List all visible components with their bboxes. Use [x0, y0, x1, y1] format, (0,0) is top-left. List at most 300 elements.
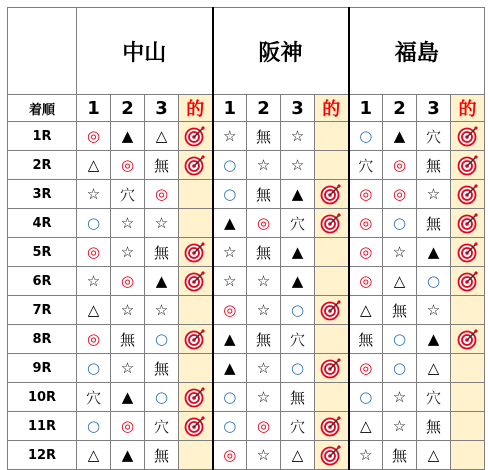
mark-cell [417, 383, 451, 412]
mark-cell [111, 296, 145, 325]
mark-cell [247, 151, 281, 180]
hit-cell [315, 325, 349, 354]
mark-cell [111, 122, 145, 151]
race-label: 9R [8, 354, 77, 383]
mark-symbol: ○ [392, 330, 407, 348]
mark-symbol: 穴 [425, 127, 441, 146]
mark-cell [417, 151, 451, 180]
col-3: 3 [145, 95, 179, 122]
hit-cell [315, 296, 349, 325]
mark-symbol: 穴 [289, 330, 305, 349]
mark-cell [349, 267, 383, 296]
mark-cell [281, 122, 315, 151]
mark-symbol: ◎ [359, 185, 373, 203]
mark-cell [77, 209, 111, 238]
mark-cell [247, 354, 281, 383]
mark-symbol: ▲ [427, 330, 440, 348]
mark-cell [213, 354, 247, 383]
hit-cell [179, 267, 213, 296]
race-label: 11R [8, 412, 77, 441]
hit-cell [179, 325, 213, 354]
mark-cell [383, 180, 417, 209]
col-1: 1 [349, 95, 383, 122]
mark-cell [77, 441, 111, 470]
mark-symbol: ◎ [86, 127, 101, 145]
mark-cell [417, 209, 451, 238]
mark-cell [213, 151, 247, 180]
mark-symbol: ○ [290, 359, 305, 377]
col-2: 2 [383, 95, 417, 122]
mark-symbol: ☆ [426, 185, 441, 203]
mark-cell [145, 151, 179, 180]
target-hit-icon [457, 183, 479, 205]
mark-cell [281, 441, 315, 470]
mark-cell [145, 122, 179, 151]
race-label: 2R [8, 151, 77, 180]
mark-symbol: ◎ [120, 272, 135, 290]
mark-symbol: ☆ [256, 301, 271, 319]
target-hit-icon [320, 357, 342, 379]
mark-cell [77, 267, 111, 296]
mark-symbol: ▲ [121, 127, 134, 145]
mark-symbol: 無 [425, 214, 441, 233]
mark-cell [383, 325, 417, 354]
mark-cell [111, 412, 145, 441]
mark-cell [247, 238, 281, 267]
race-row [8, 267, 485, 296]
mark-symbol: ◎ [359, 359, 373, 377]
mark-cell [111, 354, 145, 383]
mark-cell [111, 441, 145, 470]
mark-cell [145, 180, 179, 209]
mark-symbol: △ [87, 446, 100, 464]
mark-symbol: ☆ [359, 446, 373, 464]
mark-symbol: ☆ [223, 272, 237, 290]
hit-cell [451, 354, 485, 383]
mark-symbol: 穴 [289, 214, 305, 233]
mark-symbol: ◎ [120, 417, 135, 435]
mark-cell [213, 412, 247, 441]
hit-cell [179, 296, 213, 325]
mark-symbol: ◎ [392, 156, 407, 174]
mark-cell [383, 151, 417, 180]
race-results-table [7, 7, 485, 470]
target-hit-icon [184, 125, 206, 147]
target-hit-icon [320, 212, 342, 234]
mark-cell [247, 180, 281, 209]
hit-cell [315, 412, 349, 441]
mark-symbol: 穴 [425, 388, 441, 407]
hit-cell [451, 383, 485, 412]
mark-symbol: ▲ [223, 359, 236, 377]
mark-cell [417, 354, 451, 383]
mark-symbol: ○ [223, 185, 237, 203]
mark-cell [77, 151, 111, 180]
mark-cell [417, 267, 451, 296]
mark-symbol: ○ [359, 127, 373, 145]
target-hit-icon [457, 241, 479, 263]
race-row [8, 151, 485, 180]
mark-cell [281, 383, 315, 412]
mark-symbol: ☆ [290, 127, 305, 145]
mark-symbol: ◎ [223, 301, 237, 319]
hit-cell [179, 412, 213, 441]
mark-symbol: ☆ [392, 388, 407, 406]
mark-cell [247, 209, 281, 238]
mark-cell [349, 412, 383, 441]
mark-cell [383, 354, 417, 383]
race-row [8, 209, 485, 238]
mark-symbol: △ [87, 156, 100, 174]
mark-symbol: 無 [289, 388, 305, 407]
col-hit: 的 [179, 95, 213, 122]
mark-symbol: ○ [86, 359, 101, 377]
mark-symbol: 無 [153, 156, 169, 175]
row-label-header: 着順 [8, 95, 77, 122]
mark-cell [247, 383, 281, 412]
target-hit-icon [320, 299, 342, 321]
mark-cell [417, 296, 451, 325]
hit-cell [179, 238, 213, 267]
mark-cell [417, 325, 451, 354]
mark-cell [383, 383, 417, 412]
mark-cell [145, 238, 179, 267]
mark-cell [383, 441, 417, 470]
hit-cell [179, 151, 213, 180]
mark-symbol: ◎ [86, 243, 101, 261]
mark-cell [383, 209, 417, 238]
hit-cell [451, 151, 485, 180]
mark-cell [383, 296, 417, 325]
col-2: 2 [247, 95, 281, 122]
mark-symbol: ○ [154, 330, 169, 348]
mark-cell [349, 441, 383, 470]
target-hit-icon [184, 154, 206, 176]
mark-symbol: ◎ [154, 185, 169, 203]
mark-symbol: ▲ [121, 388, 134, 406]
race-row [8, 296, 485, 325]
target-hit-icon [320, 183, 342, 205]
mark-cell [111, 383, 145, 412]
mark-cell [383, 238, 417, 267]
mark-symbol: ☆ [392, 417, 407, 435]
mark-cell [213, 209, 247, 238]
hit-cell [179, 180, 213, 209]
mark-symbol: ○ [86, 214, 101, 232]
target-hit-icon [184, 415, 206, 437]
mark-cell [247, 412, 281, 441]
hit-cell [179, 209, 213, 238]
mark-symbol: ☆ [120, 214, 135, 232]
mark-symbol: ○ [392, 214, 407, 232]
mark-cell [349, 151, 383, 180]
target-hit-icon [320, 415, 342, 437]
race-row [8, 383, 485, 412]
mark-symbol: ▲ [155, 272, 168, 290]
race-label: 4R [8, 209, 77, 238]
mark-cell [281, 354, 315, 383]
mark-cell [349, 325, 383, 354]
mark-symbol: ☆ [290, 156, 305, 174]
mark-cell [281, 238, 315, 267]
mark-symbol: ○ [426, 272, 441, 290]
mark-cell [77, 325, 111, 354]
mark-symbol: ☆ [223, 127, 237, 145]
mark-cell [281, 151, 315, 180]
hit-cell [315, 441, 349, 470]
mark-cell [145, 209, 179, 238]
hit-cell [451, 180, 485, 209]
mark-symbol: 無 [255, 243, 271, 262]
mark-symbol: ◎ [86, 330, 101, 348]
race-label: 6R [8, 267, 77, 296]
mark-cell [213, 122, 247, 151]
mark-cell [281, 296, 315, 325]
mark-cell [349, 209, 383, 238]
mark-symbol: ○ [223, 417, 237, 435]
mark-cell [349, 383, 383, 412]
mark-symbol: ☆ [154, 301, 169, 319]
mark-cell [417, 441, 451, 470]
mark-symbol: ◎ [359, 214, 373, 232]
hit-cell [315, 238, 349, 267]
mark-symbol: ☆ [256, 359, 271, 377]
mark-symbol: ○ [359, 388, 373, 406]
mark-symbol: ☆ [86, 272, 101, 290]
mark-symbol: △ [427, 359, 440, 377]
mark-cell [213, 441, 247, 470]
race-row [8, 412, 485, 441]
race-row [8, 180, 485, 209]
mark-cell [213, 383, 247, 412]
mark-symbol: △ [427, 446, 440, 464]
mark-cell [281, 180, 315, 209]
mark-symbol: △ [291, 446, 304, 464]
results-table-wrapper [7, 7, 485, 470]
mark-cell [213, 180, 247, 209]
mark-cell [111, 238, 145, 267]
mark-cell [145, 383, 179, 412]
mark-symbol: ▲ [291, 243, 304, 261]
mark-cell [281, 267, 315, 296]
corner-cell [8, 8, 77, 95]
mark-symbol: ○ [223, 388, 237, 406]
hit-cell [315, 354, 349, 383]
mark-cell [111, 151, 145, 180]
mark-cell [213, 267, 247, 296]
mark-symbol: 穴 [358, 156, 374, 175]
race-label: 8R [8, 325, 77, 354]
col-hit: 的 [451, 95, 485, 122]
mark-cell [213, 296, 247, 325]
mark-cell [349, 122, 383, 151]
race-row [8, 122, 485, 151]
target-hit-icon [457, 125, 479, 147]
mark-cell [417, 238, 451, 267]
mark-symbol: ☆ [426, 301, 441, 319]
mark-symbol: 穴 [153, 417, 169, 436]
mark-cell [77, 354, 111, 383]
race-label: 10R [8, 383, 77, 412]
venue-fukushima: 福島 [349, 8, 485, 95]
mark-symbol: 無 [391, 301, 407, 320]
hit-cell [451, 122, 485, 151]
mark-cell [247, 122, 281, 151]
col-3: 3 [281, 95, 315, 122]
target-hit-icon [184, 241, 206, 263]
hit-cell [451, 325, 485, 354]
mark-symbol: ☆ [256, 446, 271, 464]
target-hit-icon [457, 270, 479, 292]
mark-cell [247, 296, 281, 325]
hit-cell [451, 441, 485, 470]
mark-symbol: 無 [425, 156, 441, 175]
mark-symbol: ◎ [120, 156, 135, 174]
mark-cell [145, 441, 179, 470]
mark-cell [349, 238, 383, 267]
race-label: 1R [8, 122, 77, 151]
mark-symbol: 無 [153, 359, 169, 378]
mark-cell [145, 325, 179, 354]
column-header-row [8, 95, 485, 122]
target-hit-icon [457, 154, 479, 176]
mark-symbol: △ [359, 301, 372, 319]
mark-symbol: ▲ [121, 446, 134, 464]
hit-cell [451, 412, 485, 441]
mark-symbol: 無 [391, 446, 407, 465]
mark-symbol: △ [155, 127, 168, 145]
col-3: 3 [417, 95, 451, 122]
mark-cell [213, 238, 247, 267]
mark-cell [281, 412, 315, 441]
race-row [8, 354, 485, 383]
hit-cell [179, 383, 213, 412]
race-row [8, 325, 485, 354]
mark-cell [417, 122, 451, 151]
mark-symbol: ▲ [223, 214, 236, 232]
mark-symbol: ◎ [392, 185, 407, 203]
mark-cell [417, 180, 451, 209]
mark-cell [111, 267, 145, 296]
venue-hanshin: 阪神 [213, 8, 349, 95]
mark-symbol: 無 [255, 185, 271, 204]
hit-cell [315, 383, 349, 412]
mark-symbol: ☆ [120, 359, 135, 377]
mark-symbol: 無 [425, 417, 441, 436]
mark-cell [145, 354, 179, 383]
race-label: 12R [8, 441, 77, 470]
race-label: 7R [8, 296, 77, 325]
mark-symbol: ○ [154, 388, 169, 406]
target-hit-icon [184, 270, 206, 292]
mark-cell [111, 325, 145, 354]
target-hit-icon [457, 328, 479, 350]
mark-cell [417, 412, 451, 441]
mark-symbol: ○ [223, 156, 237, 174]
mark-cell [111, 180, 145, 209]
mark-cell [349, 354, 383, 383]
mark-cell [77, 383, 111, 412]
mark-symbol: 穴 [85, 388, 101, 407]
col-hit: 的 [315, 95, 349, 122]
target-hit-icon [320, 444, 342, 466]
mark-cell [77, 238, 111, 267]
mark-cell [111, 209, 145, 238]
target-hit-icon [457, 212, 479, 234]
mark-symbol: 穴 [119, 185, 135, 204]
hit-cell [451, 209, 485, 238]
race-row [8, 238, 485, 267]
mark-symbol: ☆ [223, 243, 237, 261]
mark-cell [247, 267, 281, 296]
mark-symbol: ◎ [256, 417, 271, 435]
mark-symbol: ☆ [154, 214, 169, 232]
venue-nakayama: 中山 [77, 8, 213, 95]
hit-cell [451, 267, 485, 296]
hit-cell [179, 441, 213, 470]
mark-symbol: ☆ [256, 272, 271, 290]
venue-header-row [8, 8, 485, 95]
mark-cell [383, 267, 417, 296]
mark-symbol: ☆ [120, 301, 135, 319]
mark-symbol: ▲ [291, 185, 304, 203]
mark-symbol: ▲ [393, 127, 406, 145]
mark-symbol: ◎ [256, 214, 271, 232]
race-label: 3R [8, 180, 77, 209]
hit-cell [315, 122, 349, 151]
mark-cell [383, 122, 417, 151]
race-label: 5R [8, 238, 77, 267]
mark-cell [145, 267, 179, 296]
mark-cell [281, 209, 315, 238]
mark-symbol: △ [393, 272, 406, 290]
mark-cell [77, 180, 111, 209]
mark-symbol: 無 [119, 330, 135, 349]
mark-symbol: 無 [255, 127, 271, 146]
mark-symbol: ▲ [291, 272, 304, 290]
mark-cell [247, 441, 281, 470]
mark-symbol: 無 [358, 330, 374, 349]
mark-symbol: 無 [153, 243, 169, 262]
hit-cell [451, 296, 485, 325]
mark-cell [281, 325, 315, 354]
mark-symbol: ○ [290, 301, 305, 319]
mark-symbol: ○ [86, 417, 101, 435]
hit-cell [179, 122, 213, 151]
mark-symbol: ◎ [359, 243, 373, 261]
mark-symbol: ◎ [223, 446, 237, 464]
mark-cell [349, 180, 383, 209]
race-row [8, 441, 485, 470]
mark-cell [213, 325, 247, 354]
mark-symbol: ○ [392, 359, 407, 377]
mark-cell [145, 412, 179, 441]
mark-symbol: △ [359, 417, 372, 435]
mark-cell [77, 122, 111, 151]
mark-symbol: ☆ [256, 388, 271, 406]
mark-symbol: 無 [153, 446, 169, 465]
mark-symbol: ☆ [256, 156, 271, 174]
hit-cell [315, 180, 349, 209]
mark-symbol: ☆ [86, 185, 101, 203]
mark-symbol: ▲ [223, 330, 236, 348]
hit-cell [315, 151, 349, 180]
mark-cell [247, 325, 281, 354]
mark-cell [77, 296, 111, 325]
mark-symbol: ☆ [392, 243, 407, 261]
mark-symbol: △ [87, 301, 100, 319]
hit-cell [179, 354, 213, 383]
